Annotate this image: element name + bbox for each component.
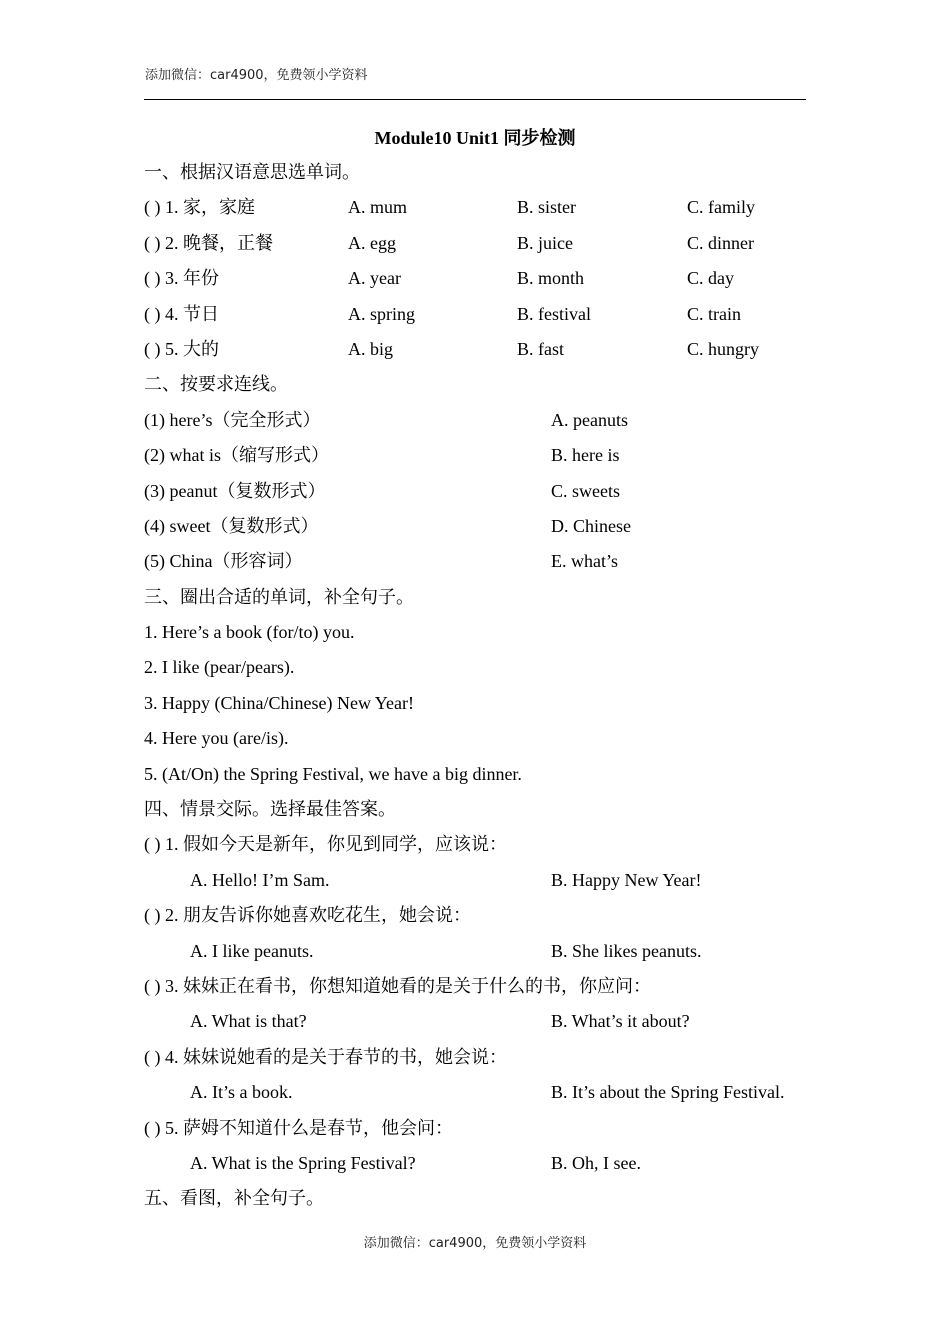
option-a: A. egg bbox=[348, 232, 396, 253]
section-2-heading: 二、按要求连线。 bbox=[144, 374, 288, 395]
section-1-item bbox=[144, 297, 814, 332]
sentence-item: 1. Here’s a book (for/to) you. bbox=[144, 622, 355, 643]
matching-right: E. what’s bbox=[551, 551, 618, 572]
dialogue-options bbox=[144, 1146, 814, 1181]
option-a: A. What is that? bbox=[190, 1011, 307, 1032]
sentence-item: 5. (At/On) the Spring Festival, we have a big dinner. bbox=[144, 763, 522, 784]
matching-right: C. sweets bbox=[551, 480, 620, 501]
matching-left: (1) here’s（完全形式） bbox=[144, 409, 321, 430]
dialogue-question: ( ) 1. 假如今天是新年，你见到同学，应该说： bbox=[144, 834, 507, 855]
option-b: B. fast bbox=[517, 338, 564, 359]
matching-row bbox=[144, 474, 814, 509]
option-a: A. Hello! I’m Sam. bbox=[190, 869, 330, 890]
dialogue-question: ( ) 5. 萨姆不知道什么是春节，他会问： bbox=[144, 1117, 453, 1138]
option-c: C. hungry bbox=[687, 338, 759, 359]
dialogue-options bbox=[144, 934, 814, 969]
section-1-item bbox=[144, 332, 814, 367]
option-a: A. I like peanuts. bbox=[190, 940, 314, 961]
sentence-item: 3. Happy (China/Chinese) New Year! bbox=[144, 692, 414, 713]
matching-left: (4) sweet（复数形式） bbox=[144, 515, 319, 536]
section-1-item bbox=[144, 190, 814, 225]
dialogue-options bbox=[144, 863, 814, 898]
question-text: ( ) 1. 家，家庭 bbox=[144, 197, 255, 218]
question-text: ( ) 5. 大的 bbox=[144, 338, 219, 359]
matching-row bbox=[144, 544, 814, 579]
section-4-heading: 四、情景交际。选择最佳答案。 bbox=[144, 799, 396, 820]
option-b: B. What’s it about? bbox=[551, 1011, 690, 1032]
sentence-item: 4. Here you (are/is). bbox=[144, 728, 289, 749]
sentence-item: 2. I like (pear/pears). bbox=[144, 657, 295, 678]
option-b: B. It’s about the Spring Festival. bbox=[551, 1082, 785, 1103]
dialogue-question: ( ) 2. 朋友告诉你她喜欢吃花生，她会说： bbox=[144, 905, 471, 926]
option-b: B. festival bbox=[517, 303, 591, 324]
dialogue-options bbox=[144, 1075, 814, 1110]
option-c: C. family bbox=[687, 197, 755, 218]
option-a: A. big bbox=[348, 338, 393, 359]
matching-right: D. Chinese bbox=[551, 515, 631, 536]
dialogue-question: ( ) 4. 妹妹说她看的是关于春节的书，她会说： bbox=[144, 1046, 507, 1067]
matching-right: B. here is bbox=[551, 445, 620, 466]
dialogue-options bbox=[144, 1004, 814, 1039]
section-5-heading: 五、看图，补全句子。 bbox=[144, 1188, 324, 1209]
matching-row bbox=[144, 438, 814, 473]
option-b: B. juice bbox=[517, 232, 573, 253]
dialogue-question: ( ) 3. 妹妹正在看书，你想知道她看的是关于什么的书，你应问： bbox=[144, 975, 651, 996]
option-a: A. mum bbox=[348, 197, 408, 218]
matching-left: (3) peanut（复数形式） bbox=[144, 480, 326, 501]
section-3-heading: 三、圈出合适的单词，补全句子。 bbox=[144, 586, 414, 607]
option-b: B. Oh, I see. bbox=[551, 1152, 641, 1173]
section-1-item bbox=[144, 226, 814, 261]
option-b: B. sister bbox=[517, 197, 577, 218]
option-b: B. month bbox=[517, 268, 585, 289]
matching-row bbox=[144, 403, 814, 438]
question-text: ( ) 2. 晚餐，正餐 bbox=[144, 232, 273, 253]
option-a: A. It’s a book. bbox=[190, 1082, 293, 1103]
section-1-heading: 一、根据汉语意思选单词。 bbox=[144, 162, 360, 182]
option-a: A. year bbox=[348, 268, 401, 289]
page-title: Module10 Unit1 同步检测 bbox=[374, 128, 576, 148]
question-text: ( ) 4. 节日 bbox=[144, 303, 219, 324]
option-a: A. spring bbox=[348, 303, 415, 324]
option-b: B. Happy New Year! bbox=[551, 869, 702, 890]
matching-left: (2) what is（缩写形式） bbox=[144, 445, 329, 466]
matching-row bbox=[144, 509, 814, 544]
option-a: A. What is the Spring Festival? bbox=[190, 1152, 416, 1173]
option-c: C. train bbox=[687, 303, 741, 324]
option-c: C. dinner bbox=[687, 232, 754, 253]
matching-right: A. peanuts bbox=[551, 409, 628, 430]
matching-left: (5) China（形容词） bbox=[144, 551, 303, 572]
section-1-item bbox=[144, 261, 814, 296]
header-note: 添加微信：car4900，免费领小学资料 bbox=[145, 68, 368, 83]
worksheet-body bbox=[144, 155, 814, 1217]
header-divider bbox=[144, 99, 806, 100]
option-b: B. She likes peanuts. bbox=[551, 940, 702, 961]
question-text: ( ) 3. 年份 bbox=[144, 268, 219, 289]
footer-note: 添加微信：car4900，免费领小学资料 bbox=[363, 1236, 587, 1251]
option-c: C. day bbox=[687, 268, 734, 289]
